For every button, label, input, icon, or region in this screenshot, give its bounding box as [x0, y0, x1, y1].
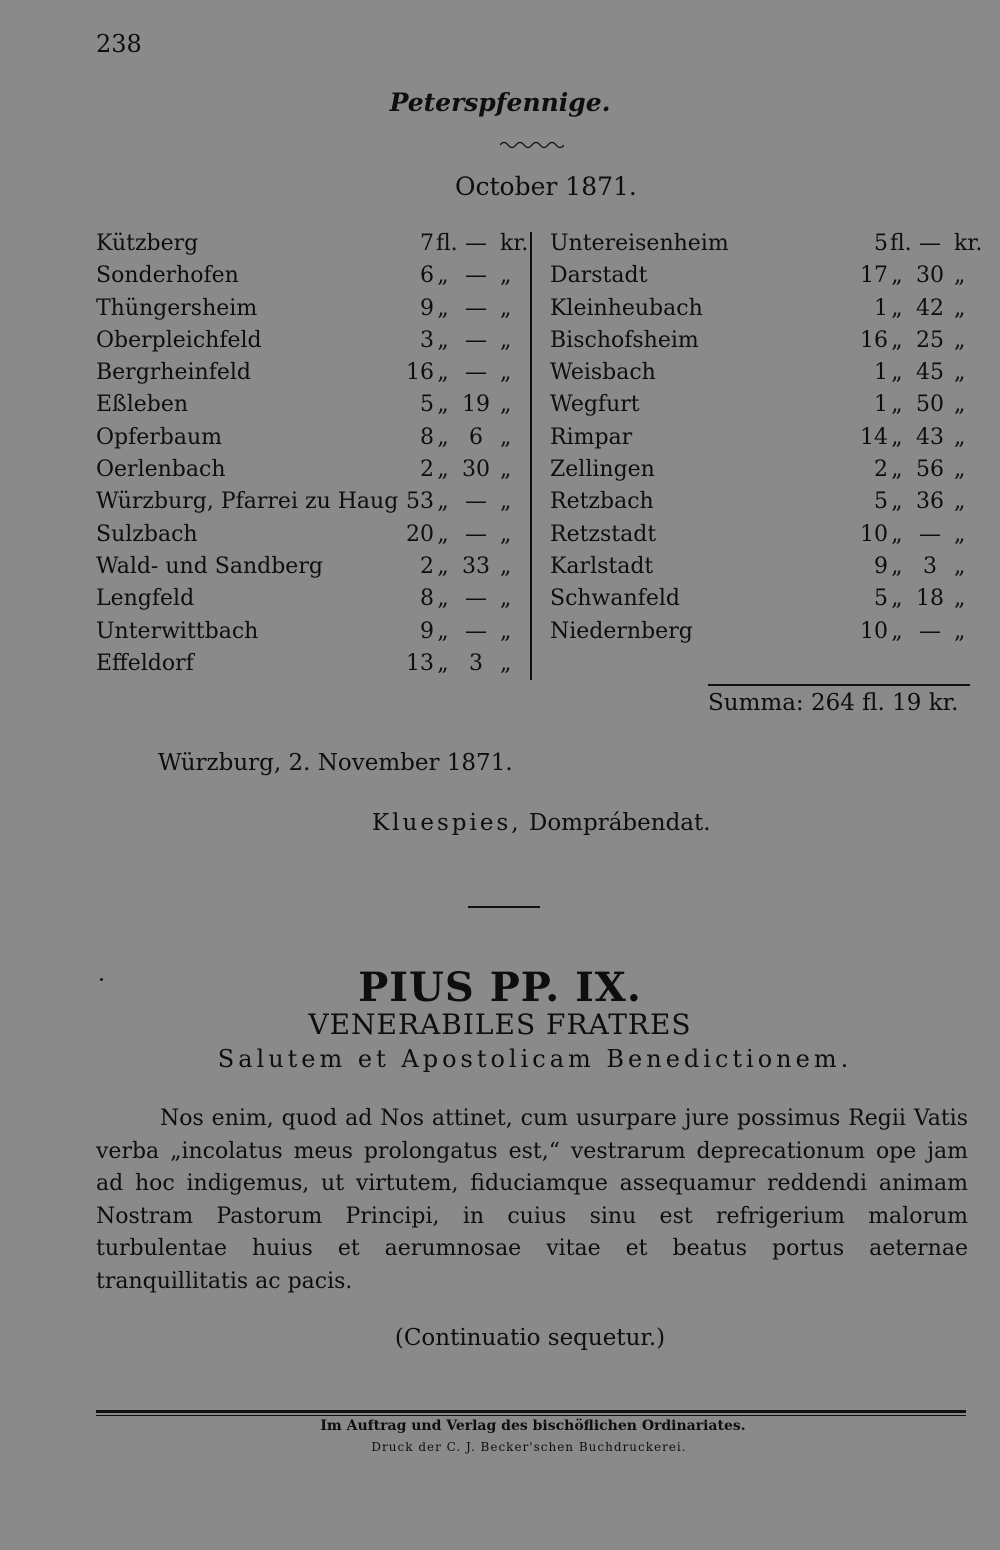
- contribution-row: [550, 325, 970, 357]
- contribution-florins: 5: [874, 231, 888, 256]
- contribution-florins: 8: [420, 586, 434, 612]
- florin-unit: „: [891, 392, 903, 418]
- florin-unit: „: [891, 553, 903, 579]
- contribution-kreuzer: —: [465, 521, 487, 547]
- contribution-kreuzer: 45: [916, 360, 944, 386]
- section-title: Peterspfennige.: [389, 88, 611, 117]
- contribution-row: [96, 293, 516, 325]
- salutation: Salutem et Apostolicam Benedictionem.: [217, 1045, 853, 1073]
- kreuzer-unit: „: [500, 295, 512, 321]
- contribution-florins: 1: [874, 392, 888, 418]
- contribution-row: [96, 389, 516, 421]
- contribution-row: [96, 583, 516, 615]
- contribution-kreuzer: 3: [469, 650, 483, 676]
- contribution-florins: 3: [420, 327, 434, 353]
- kreuzer-unit: „: [500, 553, 512, 579]
- contribution-kreuzer: 6: [469, 424, 483, 450]
- contribution-kreuzer: 33: [462, 553, 490, 579]
- kreuzer-unit: „: [500, 360, 512, 386]
- contribution-row: [96, 228, 529, 260]
- contribution-place: Kützberg: [96, 231, 199, 256]
- florin-unit: „: [437, 263, 449, 289]
- kreuzer-unit: „: [500, 457, 512, 483]
- florin-unit: „: [437, 457, 449, 483]
- contribution-kreuzer: 42: [916, 295, 944, 321]
- contribution-florins: 2: [420, 457, 434, 483]
- contribution-place: Bergrheinfeld: [96, 360, 251, 386]
- kreuzer-unit: „: [954, 553, 966, 579]
- florin-unit: „: [437, 360, 449, 386]
- kreuzer-unit: „: [500, 489, 512, 515]
- kreuzer-unit: „: [954, 586, 966, 612]
- kreuzer-unit: „: [954, 489, 966, 515]
- sum-total: Summa: 264 fl. 19 kr.: [708, 690, 959, 716]
- contribution-florins: 1: [874, 360, 888, 386]
- contribution-row: [550, 486, 970, 518]
- contribution-place: Effeldorf: [96, 650, 194, 676]
- contribution-kreuzer: 25: [916, 327, 944, 353]
- contribution-place: Wegfurt: [550, 392, 640, 418]
- contribution-florins: 5: [420, 392, 434, 418]
- contribution-kreuzer: —: [465, 263, 487, 289]
- signature-name: Kluespies,: [372, 810, 522, 836]
- contribution-florins: 9: [874, 553, 888, 579]
- contribution-kreuzer: 56: [916, 457, 944, 483]
- contribution-row: [550, 583, 970, 615]
- florin-unit: „: [437, 618, 449, 644]
- contribution-row: [550, 357, 970, 389]
- page-number: 238: [96, 30, 142, 58]
- kreuzer-unit: „: [500, 327, 512, 353]
- kreuzer-unit: „: [954, 424, 966, 450]
- contribution-place: Lengfeld: [96, 586, 195, 612]
- publisher-line: Im Auftrag und Verlag des bischöflichen Ordinariates.: [320, 1418, 746, 1434]
- florin-unit: „: [891, 327, 903, 353]
- contribution-place: Sonderhofen: [96, 263, 239, 289]
- contribution-row: [550, 293, 970, 325]
- florin-unit: fl.: [436, 231, 458, 256]
- footer-rule-thin: [96, 1415, 966, 1416]
- contribution-florins: 13: [406, 650, 434, 676]
- contribution-kreuzer: 30: [462, 457, 490, 483]
- contribution-kreuzer: —: [465, 327, 487, 353]
- florin-unit: „: [437, 521, 449, 547]
- kreuzer-unit: „: [500, 586, 512, 612]
- kreuzer-unit: „: [954, 263, 966, 289]
- contribution-kreuzer: —: [465, 489, 487, 515]
- contribution-place: Bischofsheim: [550, 327, 699, 353]
- contribution-florins: 10: [860, 618, 888, 644]
- signature: [372, 810, 711, 836]
- florin-unit: „: [437, 586, 449, 612]
- contribution-row: [96, 648, 516, 680]
- kreuzer-unit: kr.: [500, 231, 529, 256]
- contribution-kreuzer: —: [465, 295, 487, 321]
- contribution-florins: 1: [874, 295, 888, 321]
- florin-unit: „: [437, 650, 449, 676]
- kreuzer-unit: „: [954, 457, 966, 483]
- contributions-right-column: [550, 228, 983, 648]
- kreuzer-unit: „: [500, 263, 512, 289]
- florin-unit: „: [437, 327, 449, 353]
- contribution-row: [96, 551, 516, 583]
- contribution-kreuzer: 36: [916, 489, 944, 515]
- contribution-florins: 20: [406, 521, 434, 547]
- contribution-kreuzer: 19: [462, 392, 490, 418]
- florin-unit: „: [437, 392, 449, 418]
- florin-unit: „: [891, 586, 903, 612]
- contribution-place: Würzburg, Pfarrei zu Haug: [96, 489, 399, 515]
- contribution-kreuzer: —: [919, 618, 941, 644]
- contribution-place: Zellingen: [550, 457, 655, 483]
- contribution-florins: 5: [874, 586, 888, 612]
- contribution-row: [96, 454, 516, 486]
- kreuzer-unit: „: [954, 295, 966, 321]
- kreuzer-unit: „: [500, 424, 512, 450]
- contribution-place: Thüngersheim: [96, 295, 258, 321]
- contribution-florins: 16: [406, 360, 434, 386]
- contribution-row: [96, 325, 516, 357]
- date-line: Würzburg, 2. November 1871.: [158, 750, 513, 776]
- letter-body: [96, 1103, 968, 1298]
- contribution-row: [550, 551, 970, 583]
- contributions-left-column: [96, 228, 529, 680]
- kreuzer-unit: „: [954, 392, 966, 418]
- contribution-place: Untereisenheim: [550, 231, 729, 256]
- kreuzer-unit: kr.: [954, 231, 983, 256]
- kreuzer-unit: „: [954, 521, 966, 547]
- contribution-kreuzer: —: [919, 521, 941, 547]
- printer-line: Druck der C. J. Becker'schen Buchdruckerei.: [371, 1440, 687, 1454]
- contribution-florins: 9: [420, 618, 434, 644]
- kreuzer-unit: „: [500, 521, 512, 547]
- contribution-place: Schwanfeld: [550, 586, 680, 612]
- contribution-florins: 53: [406, 489, 434, 515]
- contribution-row: [96, 422, 516, 454]
- contribution-kreuzer: —: [465, 586, 487, 612]
- wavy-ornament: [500, 140, 564, 150]
- contribution-place: Kleinheubach: [550, 295, 703, 321]
- contribution-kreuzer: —: [465, 618, 487, 644]
- kreuzer-unit: „: [500, 618, 512, 644]
- contribution-row: [550, 519, 970, 551]
- contribution-row: [550, 228, 983, 260]
- contribution-kreuzer: 43: [916, 424, 944, 450]
- contribution-place: Opferbaum: [96, 424, 223, 450]
- florin-unit: „: [891, 618, 903, 644]
- contribution-row: [96, 519, 516, 551]
- kreuzer-unit: „: [500, 392, 512, 418]
- contribution-row: [96, 616, 516, 648]
- contribution-place: Eßleben: [96, 392, 189, 418]
- contribution-florins: 2: [420, 553, 434, 579]
- contribution-place: Wald- und Sandberg: [96, 553, 323, 579]
- contribution-florins: 2: [874, 457, 888, 483]
- section-divider: [468, 906, 540, 908]
- contribution-place: Sulzbach: [96, 521, 198, 547]
- contribution-florins: 14: [860, 424, 888, 450]
- contribution-florins: 9: [420, 295, 434, 321]
- florin-unit: „: [891, 263, 903, 289]
- contribution-row: [550, 422, 970, 454]
- florin-unit: „: [891, 360, 903, 386]
- contribution-row: [550, 454, 970, 486]
- contribution-florins: 10: [860, 521, 888, 547]
- pope-title: PIUS PP. IX.: [358, 964, 642, 1011]
- contribution-florins: 7: [420, 231, 434, 256]
- contribution-kreuzer: —: [465, 231, 487, 256]
- column-divider: [530, 232, 532, 680]
- contribution-kreuzer: 30: [916, 263, 944, 289]
- florin-unit: „: [437, 424, 449, 450]
- contribution-kreuzer: —: [919, 231, 941, 256]
- florin-unit: „: [891, 489, 903, 515]
- florin-unit: „: [437, 489, 449, 515]
- contribution-florins: 5: [874, 489, 888, 515]
- florin-unit: „: [891, 424, 903, 450]
- florin-unit: „: [437, 553, 449, 579]
- contribution-place: Retzstadt: [550, 521, 657, 547]
- kreuzer-unit: „: [954, 327, 966, 353]
- letter-body-text: Nos enim, quod ad Nos attinet, cum usurpare jure possimus Regii Vatis verba „incolatus meus prolongatus est,“ vestrarum deprecationum ope jam ad hoc indigemus, ut virtutem, fiduciamque assequamur reddendi animam Nostram Pastorum Principi, in cuius sinu est refrigerium malorum turbulentae huius et aerumnosae vitae et beatus portus aeternae tranquillitatis ac pacis.: [96, 1106, 968, 1294]
- contribution-place: Unterwittbach: [96, 618, 259, 644]
- contribution-row: [96, 486, 516, 518]
- contribution-place: Rimpar: [550, 424, 633, 450]
- florin-unit: „: [891, 295, 903, 321]
- kreuzer-unit: „: [954, 618, 966, 644]
- month-heading: October 1871.: [455, 172, 637, 201]
- contribution-place: Karlstadt: [550, 553, 654, 579]
- contribution-florins: 17: [860, 263, 888, 289]
- continuation-note: (Continuatio sequetur.): [394, 1325, 666, 1351]
- florin-unit: fl.: [890, 231, 912, 256]
- contribution-kreuzer: 3: [923, 553, 937, 579]
- contribution-row: [550, 389, 970, 421]
- contribution-place: Darstadt: [550, 263, 648, 289]
- contribution-row: [550, 616, 970, 648]
- kreuzer-unit: „: [500, 650, 512, 676]
- signature-title: Domprábendat.: [528, 810, 711, 836]
- contribution-row: [550, 260, 970, 292]
- contribution-florins: 16: [860, 327, 888, 353]
- contribution-kreuzer: —: [465, 360, 487, 386]
- florin-unit: „: [891, 457, 903, 483]
- florin-unit: „: [891, 521, 903, 547]
- contribution-kreuzer: 18: [916, 586, 944, 612]
- kreuzer-unit: „: [954, 360, 966, 386]
- florin-unit: „: [437, 295, 449, 321]
- contribution-place: Weisbach: [550, 360, 656, 386]
- contribution-florins: 8: [420, 424, 434, 450]
- footer-rule: [96, 1410, 966, 1413]
- contribution-row: [96, 357, 516, 389]
- addressee: VENERABILES FRATRES: [308, 1008, 692, 1041]
- contribution-florins: 6: [420, 263, 434, 289]
- contribution-place: Oberpleichfeld: [96, 327, 262, 353]
- contribution-kreuzer: 50: [916, 392, 944, 418]
- sum-rule: [708, 684, 970, 686]
- contribution-row: [96, 260, 516, 292]
- contribution-place: Retzbach: [550, 489, 654, 515]
- contribution-place: Oerlenbach: [96, 457, 226, 483]
- contribution-place: Niedernberg: [550, 618, 693, 644]
